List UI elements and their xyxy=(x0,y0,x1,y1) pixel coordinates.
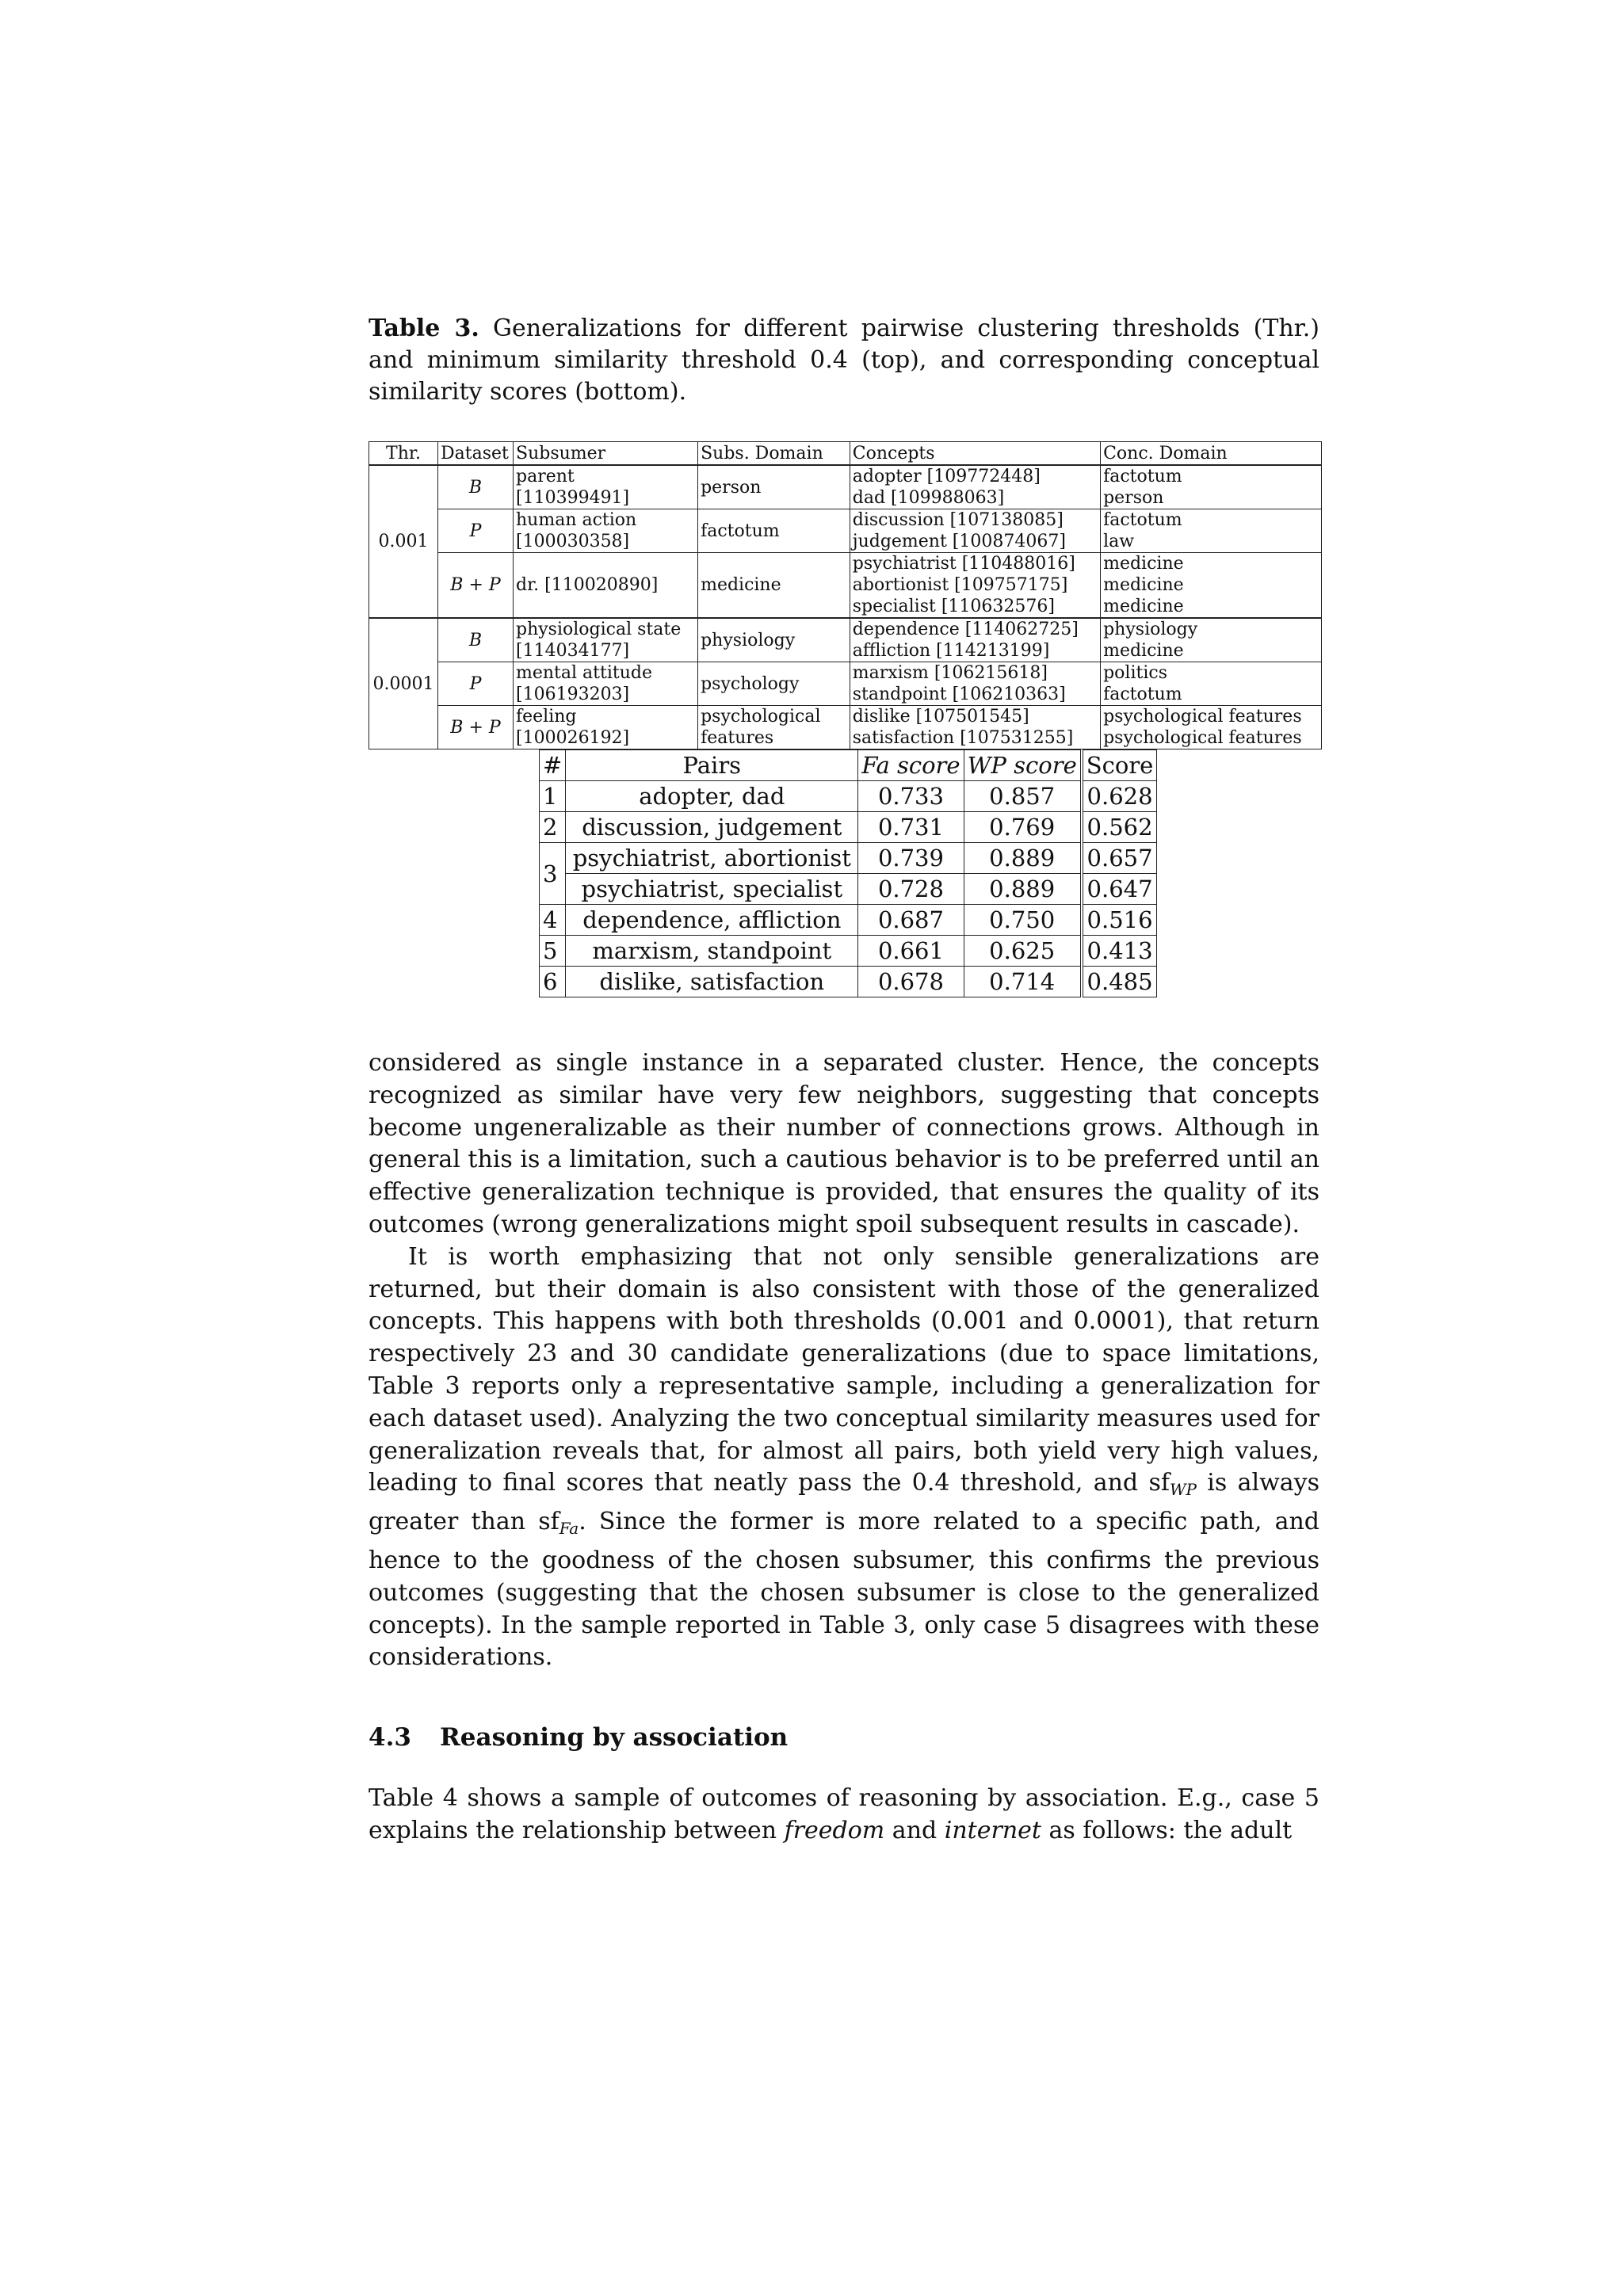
subs-domain-cell: psychology xyxy=(698,662,850,706)
score-cell: 0.485 xyxy=(1082,967,1157,997)
subsumer-cell xyxy=(514,553,698,619)
generalizations-table-body xyxy=(369,465,1322,749)
conc-domain-cell-line: politics xyxy=(1103,663,1167,683)
pair-cell: marxism, standpoint xyxy=(566,936,858,967)
table-row xyxy=(540,843,1157,874)
table-row xyxy=(540,936,1157,967)
subs-domain-cell: physiology xyxy=(698,618,850,662)
score-cell: 0.628 xyxy=(1082,781,1157,812)
pair-cell: psychiatrist, specialist xyxy=(566,874,858,905)
concepts-cell-line: adopter [109772448] xyxy=(852,467,1041,486)
concepts-cell-line: marxism [106215618] xyxy=(852,663,1048,683)
concepts-cell-line: judgement [100874067] xyxy=(852,532,1066,551)
fa-score-cell: 0.731 xyxy=(858,812,964,843)
section-title: Reasoning by association xyxy=(440,1723,789,1753)
conc-domain-cell xyxy=(1101,706,1322,749)
dataset-cell: P xyxy=(438,509,514,553)
table-row xyxy=(540,781,1157,812)
table-row xyxy=(369,465,1322,509)
table-row xyxy=(540,874,1157,905)
wp-score-cell: 0.889 xyxy=(964,874,1082,905)
subsumer-cell-line: [100030358] xyxy=(516,532,630,551)
fa-score-cell: 0.733 xyxy=(858,781,964,812)
wp-score-cell: 0.750 xyxy=(964,905,1082,936)
table-row xyxy=(369,509,1322,553)
col-conc-domain: Conc. Domain xyxy=(1101,442,1322,466)
conc-domain-cell-line: factotum xyxy=(1103,510,1182,530)
subsumer-cell-line: [110399491] xyxy=(516,488,630,508)
score-cell: 0.516 xyxy=(1082,905,1157,936)
caption-text: Generalizations for different pairwise clustering thresholds (Thr.) and minimum similarity threshold 0.4 (top), and corresponding conceptual similarity scores (bottom). xyxy=(369,315,1319,406)
subsumer-cell xyxy=(514,618,698,662)
col-pairs: Pairs xyxy=(566,750,858,781)
col-subs-domain: Subs. Domain xyxy=(698,442,850,466)
table-row xyxy=(540,905,1157,936)
pair-cell: dependence, affliction xyxy=(566,905,858,936)
concepts-cell-line: abortionist [109757175] xyxy=(852,575,1068,595)
wp-score-cell: 0.857 xyxy=(964,781,1082,812)
subsumer-cell xyxy=(514,465,698,509)
wp-score-cell: 0.714 xyxy=(964,967,1082,997)
wp-score-cell: 0.625 xyxy=(964,936,1082,967)
subsumer-cell xyxy=(514,662,698,706)
conc-domain-cell-line: medicine xyxy=(1103,575,1184,595)
conc-domain-cell-line: physiology xyxy=(1103,620,1198,639)
row-number: 1 xyxy=(540,781,566,812)
subs-domain-cell: psychological features xyxy=(698,706,850,749)
conc-domain-cell-line: psychological features xyxy=(1103,707,1302,727)
conc-domain-cell xyxy=(1101,553,1322,619)
paragraph-3-part-b: and xyxy=(884,1816,945,1844)
subsumer-cell-line: [100026192] xyxy=(516,728,630,748)
subsumer-cell-line: physiological state xyxy=(516,620,682,639)
concepts-cell-line: dislike [107501545] xyxy=(852,707,1029,727)
col-score: Score xyxy=(1082,750,1157,781)
scores-header-row xyxy=(540,750,1157,781)
table-row xyxy=(369,618,1322,662)
concepts-cell-line: dependence [114062725] xyxy=(852,620,1079,639)
paragraph-2-part-c: . Since the former is more related to a specific path, and hence to the goodness of the chosen subsumer, this confirms the previous outcomes (suggesting that the chosen subsumer is close to the generalized concepts). In the sample reported in Table 3, only case 5 disagrees with these considerations. xyxy=(369,1508,1319,1672)
score-cell: 0.413 xyxy=(1082,936,1157,967)
table-row xyxy=(540,967,1157,997)
score-cell: 0.647 xyxy=(1082,874,1157,905)
conc-domain-cell xyxy=(1101,662,1322,706)
section-heading xyxy=(369,1722,1319,1754)
dataset-cell: P xyxy=(438,662,514,706)
concepts-cell xyxy=(850,465,1100,509)
concepts-cell-line: satisfaction [107531255] xyxy=(852,728,1074,748)
subs-domain-cell: factotum xyxy=(698,509,850,553)
concepts-cell-line: standpoint [106210363] xyxy=(852,685,1066,704)
dataset-cell: B + P xyxy=(438,706,514,749)
table-caption xyxy=(369,313,1319,408)
similarity-scores-table xyxy=(539,749,1157,997)
table-row xyxy=(369,662,1322,706)
conc-domain-cell-line: psychological features xyxy=(1103,728,1302,748)
concepts-cell-line: discussion [107138085] xyxy=(852,510,1064,530)
pair-cell: psychiatrist, abortionist xyxy=(566,843,858,874)
col-concepts: Concepts xyxy=(850,442,1100,466)
subsumer-cell-line: mental attitude xyxy=(516,663,652,683)
paragraph-3 xyxy=(369,1783,1319,1848)
subsumer-cell-line: [114034177] xyxy=(516,641,630,661)
paragraph-3-part-a: Table 4 shows a sample of outcomes of reasoning by association. E.g., case 5 explains the relationship between xyxy=(369,1783,1319,1844)
conc-domain-cell-line: medicine xyxy=(1103,641,1184,661)
body-text xyxy=(369,1047,1319,1848)
fa-score-cell: 0.739 xyxy=(858,843,964,874)
conc-domain-cell-line: medicine xyxy=(1103,597,1184,616)
col-num: # xyxy=(540,750,566,781)
dataset-cell: B xyxy=(438,465,514,509)
pair-cell: dislike, satisfaction xyxy=(566,967,858,997)
section-number: 4.3 xyxy=(369,1723,411,1753)
subscript-fa: Fa xyxy=(559,1519,579,1539)
paragraph-2-part-a: It is worth emphasizing that not only sensible generalizations are returned, but their domain is also consistent with those of the generalized concepts. This happens with both thresholds (0.001 and 0.0001), that return respectively 23 and 30 candidate generalizations (due to space limitations, Table 3 reports only a representative sample, including a generalization for each dataset used). Analyzing the two conceptual similarity measures used for generalization reveals that, for almost all pairs, both yield very high values, leading to final scores that neatly pass the 0.4 threshold, and sf xyxy=(369,1242,1319,1497)
concepts-cell xyxy=(850,553,1100,619)
conc-domain-cell-line: person xyxy=(1103,488,1164,508)
dataset-cell: B + P xyxy=(438,553,514,619)
conc-domain-cell xyxy=(1101,465,1322,509)
conc-domain-cell xyxy=(1101,618,1322,662)
fa-score-cell: 0.678 xyxy=(858,967,964,997)
col-thr: Thr. xyxy=(369,442,438,466)
paragraph-2 xyxy=(369,1241,1319,1674)
score-cell: 0.562 xyxy=(1082,812,1157,843)
generalizations-table xyxy=(369,441,1322,749)
subsumer-cell-line: dr. [110020890] xyxy=(516,575,659,595)
threshold-cell: 0.001 xyxy=(369,465,438,618)
col-dataset: Dataset xyxy=(438,442,514,466)
conc-domain-cell-line: factotum xyxy=(1103,685,1182,704)
concepts-cell-line: specialist [110632576] xyxy=(852,597,1055,616)
paragraph-1: considered as single instance in a separated cluster. Hence, the concepts recognized as similar have very few neighbors, suggesting that concepts become ungeneralizable as their number of connections grows. Although in general this is a limitation, such a cautious behavior is to be preferred until an effective generalization technique is provided, that ensures the quality of its outcomes (wrong generalizations might spoil subsequent results in cascade). xyxy=(369,1049,1319,1238)
conc-domain-cell-line: medicine xyxy=(1103,554,1184,574)
italic-freedom: freedom xyxy=(784,1816,885,1844)
score-cell: 0.657 xyxy=(1082,843,1157,874)
threshold-cell: 0.0001 xyxy=(369,618,438,749)
subscript-wp: WP xyxy=(1169,1480,1197,1500)
concepts-cell-line: dad [109988063] xyxy=(852,488,1005,508)
fa-score-cell: 0.661 xyxy=(858,936,964,967)
paragraph-2-part-b: is always greater than sf xyxy=(369,1469,1320,1536)
row-number: 3 xyxy=(540,843,566,905)
row-number: 4 xyxy=(540,905,566,936)
row-number: 5 xyxy=(540,936,566,967)
col-wp-score: WP score xyxy=(964,750,1082,781)
col-fa-score: Fa score xyxy=(858,750,964,781)
row-number: 6 xyxy=(540,967,566,997)
wp-score-cell: 0.769 xyxy=(964,812,1082,843)
table-row xyxy=(540,812,1157,843)
concepts-cell-line: psychiatrist [110488016] xyxy=(852,554,1075,574)
row-number: 2 xyxy=(540,812,566,843)
table-row xyxy=(369,553,1322,619)
italic-internet: internet xyxy=(944,1816,1041,1844)
fa-score-cell: 0.687 xyxy=(858,905,964,936)
page-content xyxy=(369,313,1319,997)
concepts-cell xyxy=(850,706,1100,749)
table-header-row xyxy=(369,442,1322,466)
conc-domain-cell xyxy=(1101,509,1322,553)
pair-cell: discussion, judgement xyxy=(566,812,858,843)
concepts-cell xyxy=(850,618,1100,662)
subsumer-cell-line: human action xyxy=(516,510,637,530)
subs-domain-cell: person xyxy=(698,465,850,509)
col-subsumer: Subsumer xyxy=(514,442,698,466)
concepts-cell-line: affliction [114213199] xyxy=(852,641,1050,661)
table-row xyxy=(369,706,1322,749)
scores-table-body xyxy=(540,781,1157,997)
pair-cell: adopter, dad xyxy=(566,781,858,812)
conc-domain-cell-line: law xyxy=(1103,532,1135,551)
dataset-cell: B xyxy=(438,618,514,662)
subsumer-cell xyxy=(514,509,698,553)
concepts-cell xyxy=(850,662,1100,706)
concepts-cell xyxy=(850,509,1100,553)
subsumer-cell-line: parent xyxy=(516,467,575,486)
fa-score-cell: 0.728 xyxy=(858,874,964,905)
conc-domain-cell-line: factotum xyxy=(1103,467,1182,486)
paragraph-3-part-c: as follows: the adult xyxy=(1041,1816,1293,1844)
subs-domain-cell: medicine xyxy=(698,553,850,619)
caption-label: Table 3. xyxy=(369,315,479,342)
subsumer-cell xyxy=(514,706,698,749)
subsumer-cell-line: [106193203] xyxy=(516,685,630,704)
subsumer-cell-line: feeling xyxy=(516,707,577,727)
wp-score-cell: 0.889 xyxy=(964,843,1082,874)
